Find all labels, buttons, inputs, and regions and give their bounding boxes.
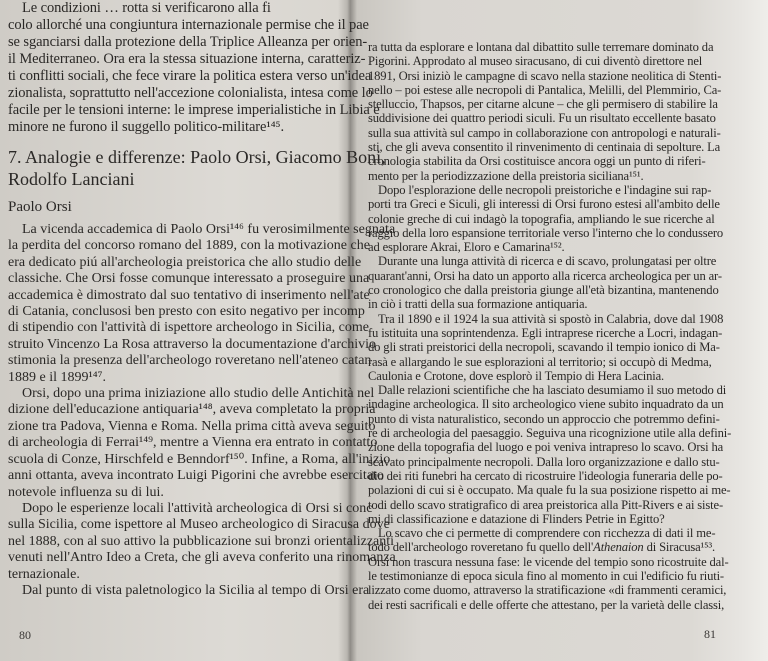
text-line (368, 183, 728, 197)
text-line (368, 226, 728, 240)
text-line (368, 440, 728, 454)
text-line (8, 102, 380, 119)
text-line (368, 326, 728, 340)
line-text: 1889 e il 1899¹⁴⁷. (8, 369, 106, 385)
line-text: le testimonianze di epoca sicula fino al momento in cui l'edificio fu riuti- (368, 568, 724, 583)
text-line (8, 550, 396, 566)
text-line (8, 582, 370, 599)
text-line (368, 469, 728, 483)
line-text: dio dei riti funebri ha cercato di ricostruire l'ideologia funeraria delle po- (368, 468, 723, 483)
text-line (8, 500, 373, 517)
line-text: 1891, Orsi iniziò le campagne di scavo nella stazione neolitica di Stenti- (368, 68, 722, 83)
section-heading (8, 146, 386, 190)
line-text: il Mediterraneo. Ora era la stessa situazione interna, caratteriz- (8, 51, 366, 67)
line-text: la perdita del concorso romano del 1889, con la motivazione che (8, 238, 370, 254)
line-text: nello – poi estese alle necropoli di Pantalica, Melilli, del Plemmirio, Ca- (368, 82, 722, 97)
text-line (368, 355, 728, 369)
text-line (368, 455, 728, 469)
line-text: zionalista, soprattutto nell'accezione colonialista, intesa come lo (8, 85, 373, 101)
line-text: zione tra Padova, Vienna e Roma. Nella prima città aveva seguito (8, 418, 376, 434)
text-line (8, 451, 391, 468)
line-text: Le condizioni … rotta si verificarono alla fi (22, 0, 271, 16)
text-line (368, 40, 728, 54)
line-text: polazioni di cui si è occupato. Ma quale fu la sua posizione rispetto ai me- (368, 483, 731, 498)
line-text: quarant'anni, Orsi ha dato un apporto alla ricerca archeologica per un ar- (368, 268, 722, 283)
line-text: Orsi non trascura nessuna fase: le vicende del tempio sono ricostruite dal- (368, 554, 729, 569)
text-line (368, 69, 728, 83)
text-line (368, 254, 728, 268)
line-text: nel 1888, con al suo attivo la pubblicazione sui bronzi orientalizzanti (8, 533, 395, 549)
text-line (368, 412, 728, 426)
text-line (368, 312, 728, 326)
line-text: rasà e allargando le sue esplorazioni al territorio; si occupò di Medma, (368, 354, 712, 369)
line-text: punto di vista naturalistico, secondo un approccio che potremmo defini- (368, 411, 720, 426)
text-line (368, 54, 728, 68)
text-line (368, 169, 728, 183)
line-text: era dedicato piú all'archeologia preistorica che allo studio delle (8, 254, 362, 270)
line-text: ad esplorare Akrai, Eloro e Camarina¹⁵². (368, 240, 565, 255)
line-text: stimonia la presenza dell'archeologo roveretano nell'ateneo catan (8, 353, 372, 369)
text-line (8, 533, 395, 550)
text-line (8, 85, 373, 102)
text-line (8, 517, 390, 533)
text-line (368, 483, 731, 498)
line-text: suddivisione dei quattro periodi siculi. Fu un risultato eccellente basato (368, 111, 716, 126)
line-text: in ciò i tratti della sua formazione antiquaria. (368, 297, 588, 312)
text-line (368, 283, 728, 297)
text-line (8, 304, 365, 320)
line-text: porti tra Greci e Siculi, gli interessi di Orsi furono estesi all'ambito delle (368, 197, 720, 212)
text-line (368, 197, 728, 211)
line-text: sulla sua attività sul campo in collaborazione con antropologi e naturali- (368, 125, 721, 140)
text-line (368, 126, 728, 140)
text-line (368, 83, 728, 97)
text-line (368, 583, 728, 597)
text-line (368, 369, 728, 383)
text-line (8, 418, 376, 435)
text-line (368, 383, 728, 397)
line-text: Dopo l'esplorazione delle necropoli preistoriche e l'indagine sui rap- (378, 182, 712, 197)
text-line (368, 526, 728, 540)
line-text: Pigorini. Approdato al museo siracusano, di cui diventò direttore nel (368, 54, 703, 69)
text-line (8, 435, 378, 451)
line-text: ti conflitti sociali, che fece virare la politica estera verso un'idea (8, 68, 372, 84)
left-top-paragraph (8, 0, 380, 136)
text-line (368, 212, 728, 226)
text-line (8, 370, 344, 386)
text-line (368, 555, 728, 569)
text-line (368, 598, 728, 612)
subheading: Paolo Orsi (8, 199, 72, 215)
line-text: Dal punto di vista paletnologico la Sicilia al tempo di Orsi era (22, 582, 370, 598)
line-text: Lo scavo che ci permette di comprendere con ricchezza di dati il me- (378, 526, 716, 541)
line-text: La vicenda accademica di Paolo Orsi¹⁴⁶ fu verosimilmente segnata (22, 222, 396, 237)
left-page (8, 0, 396, 612)
page-number-right: 81 (704, 627, 716, 641)
line-text: ra tutta da esplorare e lontana dal dibattito sulle terremare dominato da (368, 40, 714, 54)
line-text: Tra il 1890 e il 1924 la sua attività si spostò in Calabria, dove dal 1908 (378, 311, 724, 326)
line-text: ternazionale. (8, 566, 80, 582)
text-line (368, 397, 728, 411)
text-line (368, 154, 728, 168)
line-text: do gli strati preistorici della necropoli, scavando il tempio ionico di Ma- (368, 340, 720, 355)
text-line (368, 569, 728, 583)
line-text: mi di classificazione e datazione di Flinders Petrie in Egitto? (368, 511, 665, 526)
line-text: anni ottanta, aveva incontrato Luigi Pigorini che avrebbe esercitato (8, 468, 384, 484)
line-text: scavato principalmente necropoli. Dalla loro organizzazione e dallo stu- (368, 454, 720, 469)
line-text: sulla Sicilia, come ispettore al Museo archeologico di Siracusa dove (8, 517, 390, 533)
line-text: colonie greche di cui indagò la topografia, ampliando le sue ricerche al (368, 211, 715, 226)
page-number-left: 80 (19, 628, 31, 642)
line-text: di archeologia di Ferrai¹⁴⁹, mentre a Vienna era entrato in contatto (8, 435, 378, 451)
line-text: struito Vincenzo La Rosa attraverso la documentazione d'archivio (8, 336, 377, 352)
line-text: cronologia stabilita da Orsi costituisce ancora oggi un punto di riferi- (368, 154, 706, 169)
text-line (368, 340, 728, 354)
text-line (8, 119, 344, 136)
line-text: todo dell'archeologo roveretano fu quello dell' (368, 540, 594, 555)
line-text: scuola di Conze, Hirschfeld e Benndorf¹⁵⁰. Infine, a Roma, all'inizio (8, 451, 391, 467)
line-text: dei resti sacrificali e delle offerte che attestano, per la varietà delle classi, (368, 597, 725, 612)
text-line (8, 34, 368, 51)
text-line (368, 240, 728, 254)
heading-line: 7. Analogie e differenze: Paolo Orsi, Giacomo Boni, (8, 147, 386, 167)
line-text: minore ne furono il suggello politico-militare¹⁴⁵. (8, 119, 285, 135)
text-line (368, 140, 728, 154)
text-line (8, 222, 396, 238)
line-text: sti, che gli aveva consentito il rinvenimento di centinaia di sepolture. La (368, 140, 721, 155)
left-body-text (8, 222, 396, 599)
line-text: lizzato come duomo, attraverso la stratificazione «di frammenti ceramici, (368, 583, 727, 598)
line-text: dizione dell'educazione antiquaria¹⁴⁸, aveva completato la propria (8, 402, 376, 418)
line-text: colo allorché una congiuntura internazionale permise che il pae (8, 17, 369, 33)
text-line (8, 353, 372, 369)
text-line (368, 498, 728, 512)
text-line (8, 0, 344, 17)
text-line (8, 485, 344, 501)
line-text: venuti nell'Antro Ideo a Creta, che gli aveva conferito una rinomanza (8, 550, 396, 566)
line-text: Orsi, dopo una prima iniziazione allo studio delle Antichità nel (22, 386, 375, 402)
line-text: Durante una lunga attività di ricerca e di scavo, prolungatasi per oltre (378, 254, 717, 269)
line-text: facile per le tensioni interne: le imprese imperialistiche in Libia e (8, 102, 380, 118)
text-line (8, 567, 344, 583)
line-text: stelluccio, Thapsos, per citarne alcune – che gli permisero di stabilire la (368, 97, 718, 112)
line-text: di Siracusa¹⁵³. (643, 540, 716, 555)
text-line (8, 386, 375, 402)
line-text: indagine archeologica. Il sito archeologico viene subito inquadrato da un (368, 397, 724, 412)
text-line (8, 238, 370, 254)
text-line (8, 402, 376, 418)
text-line (368, 269, 728, 283)
heading-line: Rodolfo Lanciani (8, 169, 135, 189)
line-text: se sganciarsi dalla protezione della Triplice Alleanza per orien- (8, 34, 368, 50)
text-line (8, 68, 372, 85)
line-text: re di archeologia del paesaggio. Seguiva una ricognizione utile alla defini- (368, 426, 732, 441)
line-text: di stipendio con l'attività di ispettore archeologo in Sicilia, come (8, 320, 369, 336)
text-line (8, 17, 369, 34)
line-text: di Catania, conclusosi ben presto con esito negativo per incomp (8, 304, 365, 320)
line-text: fu istituita una soprintendenza. Egli intraprese ricerche a Locri, indagan- (368, 325, 723, 340)
text-line (8, 254, 362, 271)
text-line (368, 97, 728, 111)
line-text: Dalle relazioni scientifiche che ha lasciato desumiamo il suo metodo di (378, 383, 727, 398)
text-line (8, 320, 369, 336)
text-line (8, 271, 370, 287)
line-text: todi dello scavo stratigrafico di area preistorica alla Pitt-Rivers e ai siste- (368, 497, 723, 512)
line-text: zione della topografia del luogo e poi veniva intrapreso lo scavo. Orsi ha (368, 440, 724, 455)
right-page (368, 40, 732, 616)
line-text: classiche. Che Orsi fosse comunque interessato a proseguire una (8, 271, 370, 287)
text-line (8, 336, 377, 353)
line-text: notevole influenza su di lui. (8, 484, 164, 500)
text-line (368, 111, 728, 125)
text-line (8, 287, 370, 304)
text-line (368, 426, 732, 441)
line-text: accademica è dimostrato dal suo tentativo di inserimento nell'ate (8, 287, 370, 303)
line-text: co cronologico che dalla preistoria giunge all'età bizantina, mantenendo (368, 283, 719, 298)
text-line (368, 512, 728, 526)
italic-title: Athenaion (593, 540, 644, 555)
text-line (8, 51, 366, 68)
text-line (368, 540, 728, 554)
line-text: Dopo le esperienze locali l'attività archeologica di Orsi si conc (22, 500, 373, 516)
line-text: mento per la periodizzazione della preistoria siciliana¹⁵¹. (368, 168, 644, 183)
line-text: Caulonia e Crotone, dove esplorò il Tempio di Hera Lacinia. (368, 368, 665, 383)
line-text: raggio della loro espansione territoriale verso l'interno che lo condussero (368, 225, 724, 240)
text-line (8, 468, 384, 484)
text-line (368, 297, 728, 311)
